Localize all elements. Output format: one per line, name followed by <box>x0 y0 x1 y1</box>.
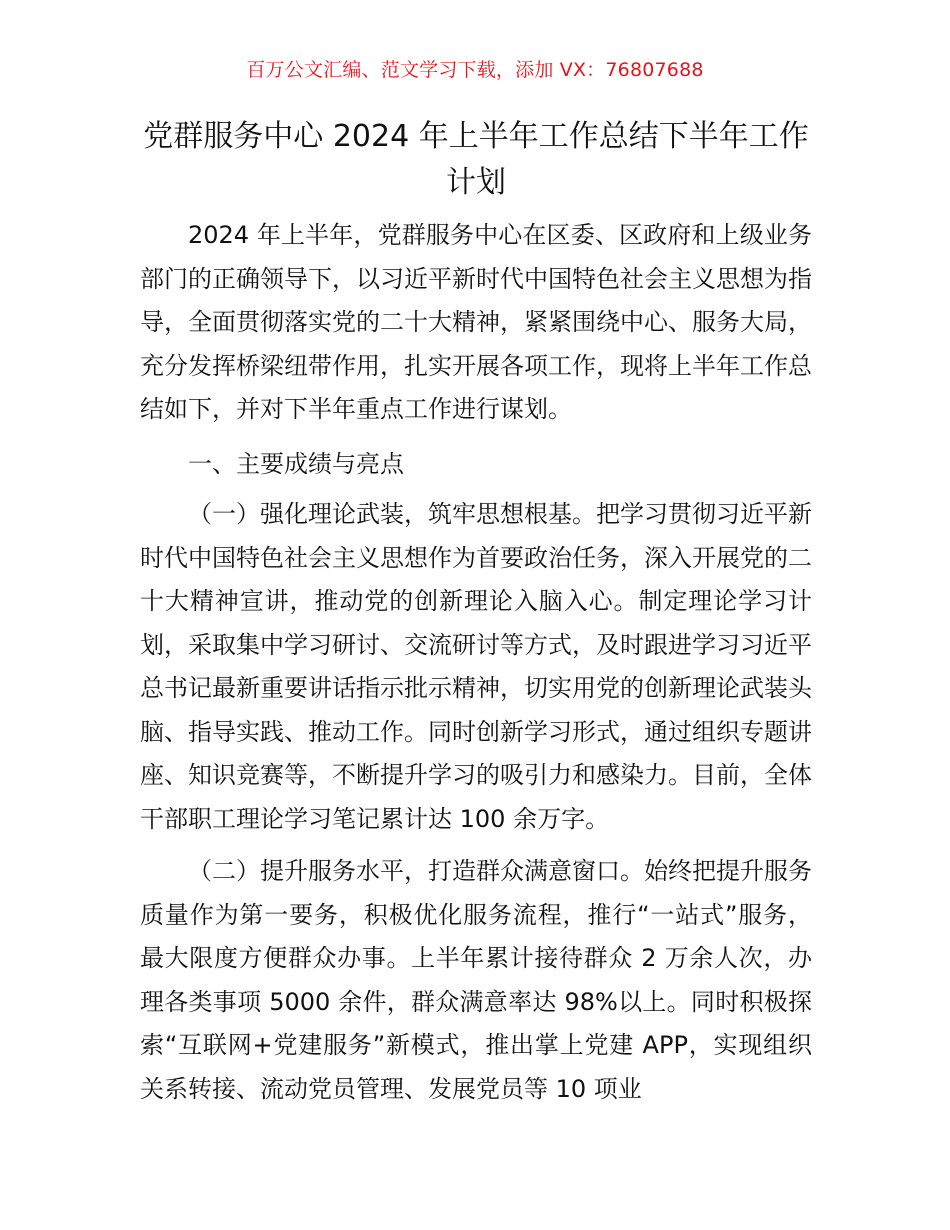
paragraph-item-1: （一）强化理论武装，筑牢思想根基。把学习贯彻习近平新时代中国特色社会主义思想作为首要政治任务，深入开展党的二十大精神宣讲，推动党的创新理论入脑入心。制定理论学习计划，采取集中学习研讨、交流研讨等方式，及时跟进学习习近平总书记最新重要讲话指示批示精神，切实用党的创新理论武装头脑、指导实践、推动工作。同时创新学习形式，通过组织专题讲座、知识竞赛等，不断提升学习的吸引力和感染力。目前，全体干部职工理论学习笔记累计达 100 余万字。 <box>140 500 812 833</box>
intro-paragraph: 2024 年上半年，党群服务中心在区委、区政府和上级业务部门的正确领导下，以习近平新时代中国特色社会主义思想为指导，全面贯彻落实党的二十大精神，紧紧围绕中心、服务大局，充分发挥桥梁纽带作用，扎实开展各项工作，现将上半年工作总结如下，并对下半年重点工作进行谋划。 <box>140 221 812 423</box>
document-title: 党群服务中心 2024 年上半年工作总结下半年工作计划 <box>143 119 809 200</box>
header-banner: 百万公文汇编、范文学习下载，添加 VX：76807688 <box>246 59 704 81</box>
document-body <box>140 214 812 1111</box>
paragraph-item-2: （二）提升服务水平，打造群众满意窗口。始终把提升服务质量作为第一要务，积极优化服务流程，推行“一站式”服务，最大限度方便群众办事。上半年累计接待群众 2 万余人次，办理各类事项 5000 余件，群众满意率达 98%以上。同时积极探索“互联网+党建服务”新模式，推出掌上党建 APP，实现组织关系转接、流动党员管理、发展党员等 10 项业 <box>140 857 812 1103</box>
section-heading: 一、主要成绩与亮点 <box>188 449 404 478</box>
